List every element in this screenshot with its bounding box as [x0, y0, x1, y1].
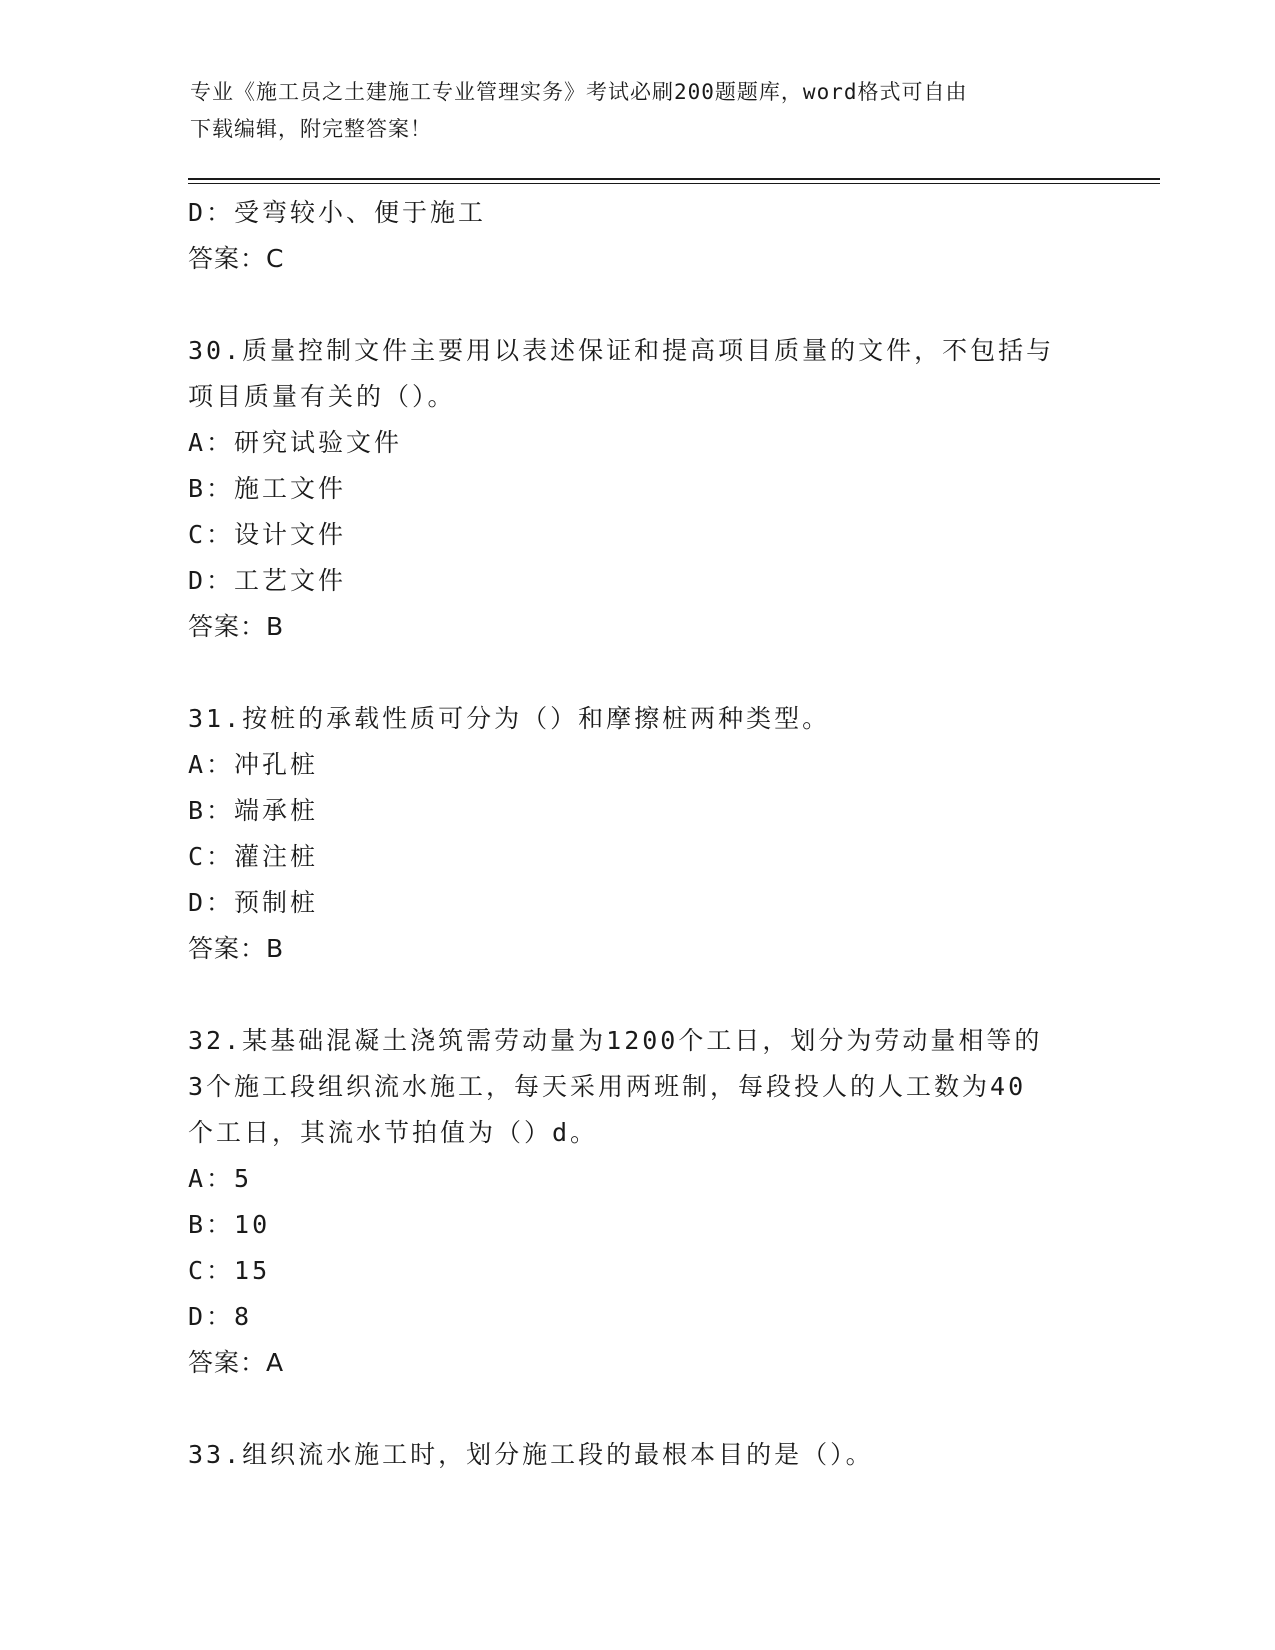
question-stem: 项目质量有关的（）。: [188, 382, 456, 411]
option-d: D：预制桩: [188, 888, 319, 917]
option-a: A：冲孔桩: [188, 750, 319, 779]
page-header: [190, 74, 1090, 148]
question-stem: 3个施工段组织流水施工，每天采用两班制，每段投人的人工数为40: [188, 1072, 1027, 1101]
option-c: C：15: [188, 1256, 271, 1285]
header-line-1: 专业《施工员之土建施工专业管理实务》考试必刷200题题库，word格式可自由: [190, 80, 968, 104]
question-29-tail: [188, 190, 1088, 282]
answer-line: 答案：A: [188, 1348, 285, 1377]
question-stem: 个工日，其流水节拍值为（）d。: [188, 1118, 599, 1147]
header-line-2: 下载编辑，附完整答案！: [190, 117, 432, 141]
option-d: D：工艺文件: [188, 566, 347, 595]
question-30: [188, 328, 1088, 650]
question-stem: 31.按桩的承载性质可分为（）和摩擦桩两种类型。: [188, 704, 831, 733]
answer-line: 答案：B: [188, 612, 285, 641]
option-c: C：灌注桩: [188, 842, 319, 871]
option-a: A：5: [188, 1164, 253, 1193]
option-a: A：研究试验文件: [188, 428, 403, 457]
question-32: [188, 1018, 1088, 1386]
header-rule-thin: [188, 183, 1160, 184]
option-b: B：施工文件: [188, 474, 347, 503]
question-stem: 30.质量控制文件主要用以表述保证和提高项目质量的文件，不包括与: [188, 336, 1055, 365]
option-d: D：受弯较小、便于施工: [188, 198, 487, 227]
option-b: B：10: [188, 1210, 271, 1239]
question-33: [188, 1432, 1088, 1478]
question-gap: [188, 282, 1088, 328]
question-gap: [188, 972, 1088, 1018]
question-gap: [188, 650, 1088, 696]
question-stem: 33.组织流水施工时，划分施工段的最根本目的是（）。: [188, 1440, 874, 1469]
option-b: B：端承桩: [188, 796, 319, 825]
option-c: C：设计文件: [188, 520, 347, 549]
answer-line: 答案：C: [188, 244, 285, 273]
question-31: [188, 696, 1088, 972]
question-gap: [188, 1386, 1088, 1432]
question-stem: 32.某基础混凝土浇筑需劳动量为1200个工日，划分为劳动量相等的: [188, 1026, 1043, 1055]
option-d: D：8: [188, 1302, 253, 1331]
header-rule-thick: [188, 178, 1160, 180]
answer-line: 答案：B: [188, 934, 285, 963]
question-list: [188, 190, 1088, 1478]
